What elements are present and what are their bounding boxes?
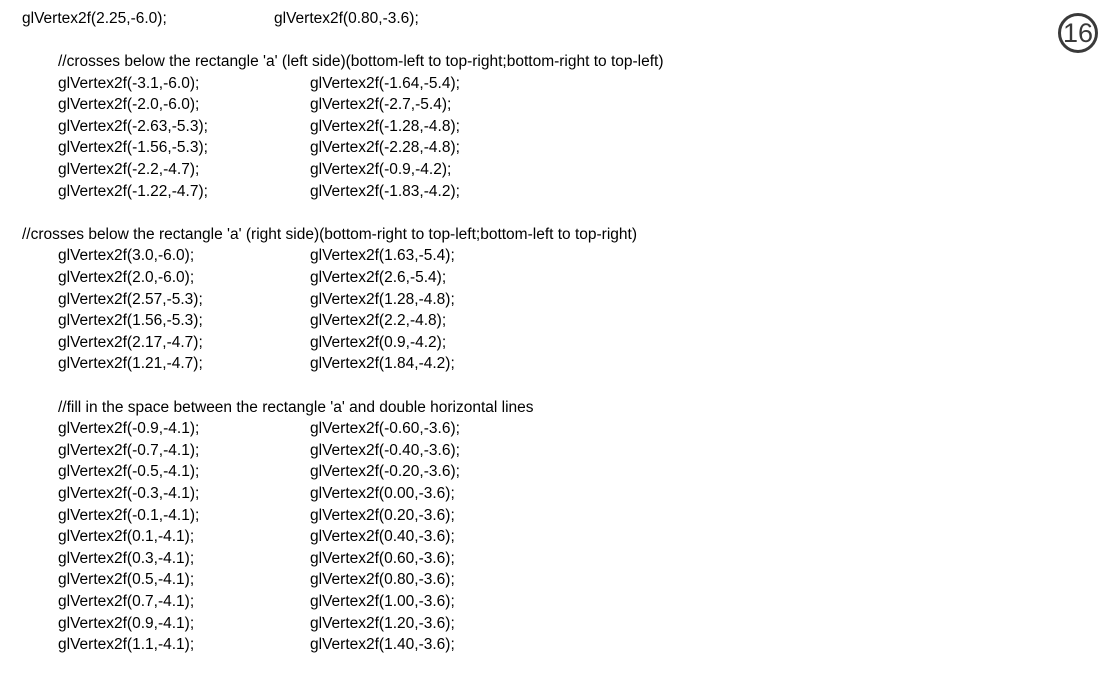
code-line: glVertex2f(1.28,-4.8);	[310, 291, 455, 308]
code-line: glVertex2f(-0.60,-3.6);	[310, 420, 460, 437]
code-line: glVertex2f(0.7,-4.1);	[58, 593, 195, 610]
code-line: glVertex2f(-0.1,-4.1);	[58, 507, 200, 524]
code-line: glVertex2f(-1.83,-4.2);	[310, 183, 460, 200]
code-line: glVertex2f(-0.5,-4.1);	[58, 463, 200, 480]
code-line: glVertex2f(1.84,-4.2);	[310, 355, 455, 372]
code-line: glVertex2f(0.20,-3.6);	[310, 507, 455, 524]
code-line: glVertex2f(1.40,-3.6);	[310, 636, 455, 653]
code-line: glVertex2f(0.1,-4.1);	[58, 528, 195, 545]
code-line: glVertex2f(-2.7,-5.4);	[310, 96, 452, 113]
code-line: glVertex2f(0.40,-3.6);	[310, 528, 455, 545]
code-line: glVertex2f(0.9,-4.1);	[58, 615, 195, 632]
code-line: glVertex2f(3.0,-6.0);	[58, 247, 195, 264]
code-line: glVertex2f(1.20,-3.6);	[310, 615, 455, 632]
code-line: glVertex2f(1.00,-3.6);	[310, 593, 455, 610]
code-line: glVertex2f(-0.9,-4.2);	[310, 161, 452, 178]
code-line: glVertex2f(-2.2,-4.7);	[58, 161, 200, 178]
code-line: glVertex2f(0.5,-4.1);	[58, 571, 195, 588]
code-line: glVertex2f(0.3,-4.1);	[58, 550, 195, 567]
code-line: glVertex2f(0.80,-3.6);	[274, 10, 419, 27]
code-line: glVertex2f(0.60,-3.6);	[310, 550, 455, 567]
code-line: glVertex2f(-0.3,-4.1);	[58, 485, 200, 502]
code-line: glVertex2f(-0.20,-3.6);	[310, 463, 460, 480]
code-line: glVertex2f(-0.9,-4.1);	[58, 420, 200, 437]
code-line: glVertex2f(-1.22,-4.7);	[58, 183, 208, 200]
code-line: glVertex2f(1.56,-5.3);	[58, 312, 203, 329]
code-line: glVertex2f(1.1,-4.1);	[58, 636, 195, 653]
code-line: glVertex2f(0.9,-4.2);	[310, 334, 447, 351]
code-line: glVertex2f(2.57,-5.3);	[58, 291, 203, 308]
code-comment: //crosses below the rectangle 'a' (right side)(bottom-right to top-left;bottom-left to top-right)	[22, 226, 637, 243]
code-comment: //fill in the space between the rectangle 'a' and double horizontal lines	[58, 399, 534, 416]
code-line: glVertex2f(1.63,-5.4);	[310, 247, 455, 264]
code-line: glVertex2f(2.25,-6.0);	[22, 10, 167, 27]
code-line: glVertex2f(2.17,-4.7);	[58, 334, 203, 351]
code-line: glVertex2f(-1.56,-5.3);	[58, 139, 208, 156]
code-line: glVertex2f(1.21,-4.7);	[58, 355, 203, 372]
code-line: glVertex2f(2.2,-4.8);	[310, 312, 447, 329]
code-line: glVertex2f(0.80,-3.6);	[310, 571, 455, 588]
code-line: glVertex2f(-2.0,-6.0);	[58, 96, 200, 113]
code-line: glVertex2f(2.0,-6.0);	[58, 269, 195, 286]
page-number: 16	[1062, 17, 1094, 48]
code-line: glVertex2f(-0.40,-3.6);	[310, 442, 460, 459]
code-line: glVertex2f(2.6,-5.4);	[310, 269, 447, 286]
code-line: glVertex2f(-2.63,-5.3);	[58, 118, 208, 135]
code-line: glVertex2f(-0.7,-4.1);	[58, 442, 200, 459]
code-line: glVertex2f(-2.28,-4.8);	[310, 139, 460, 156]
code-line: glVertex2f(-1.28,-4.8);	[310, 118, 460, 135]
code-line: glVertex2f(0.00,-3.6);	[310, 485, 455, 502]
page-number-badge	[1058, 13, 1098, 53]
code-line: glVertex2f(-3.1,-6.0);	[58, 75, 200, 92]
code-comment: //crosses below the rectangle 'a' (left side)(bottom-left to top-right;bottom-right to top-left)	[58, 53, 664, 70]
code-line: glVertex2f(-1.64,-5.4);	[310, 75, 460, 92]
